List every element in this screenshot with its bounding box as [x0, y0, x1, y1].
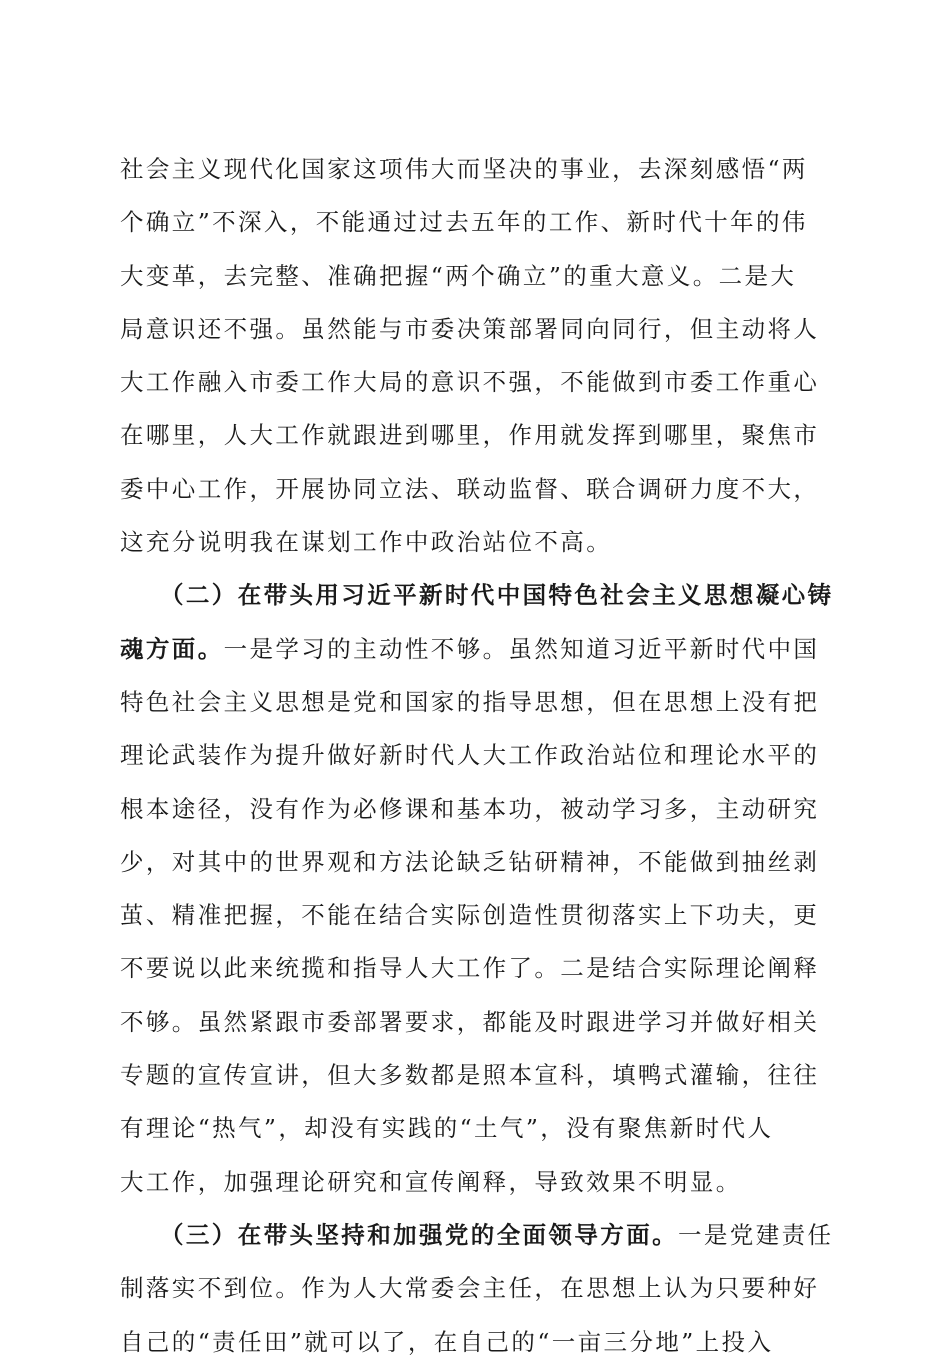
- body-line: 社会主义现代化国家这项伟大而坚决的事业，去深刻感悟“两: [120, 155, 808, 183]
- body-line: 专题的宣传宣讲，但大多数都是照本宣科，填鸭式灌输，往往: [120, 1061, 820, 1090]
- body-line: 有理论“热气”，却没有实践的“土气”，没有聚焦新时代人: [120, 1114, 774, 1143]
- body-line: 特色社会主义思想是党和国家的指导思想，但在思想上没有把: [120, 687, 820, 716]
- body-line: 大工作融入市委工作大局的意识不强，不能做到市委工作重心: [120, 368, 820, 397]
- body-line: 这充分说明我在谋划工作中政治站位不高。: [120, 528, 613, 557]
- body-line: 茧、精准把握，不能在结合实际创造性贯彻落实上下功夫，更: [120, 901, 820, 930]
- body-line: 自己的“责任田”就可以了，在自己的“一亩三分地”上投入: [120, 1327, 774, 1356]
- body-line: 理论武装作为提升做好新时代人大工作政治站位和理论水平的: [120, 741, 820, 770]
- body-line: 委中心工作，开展协同立法、联动监督、联合调研力度不大，: [120, 474, 820, 503]
- body-line: 大工作，加强理论研究和宣传阐释，导致效果不明显。: [120, 1167, 742, 1196]
- body-line: 不够。虽然紧跟市委部署要求，都能及时跟进学习并做好相关: [120, 1007, 820, 1036]
- body-line: 大变革，去完整、准确把握“两个确立”的重大意义。二是大: [120, 261, 797, 290]
- section-heading-3: （三）在带头坚持和加强党的全面领导方面。: [160, 1220, 678, 1249]
- section-heading-2-tail: 魂方面。: [120, 634, 224, 663]
- section-heading-2: （二）在带头用习近平新时代中国特色社会主义思想凝心铸: [160, 581, 834, 610]
- body-line: 制落实不到位。作为人大常委会主任，在思想上认为只要种好: [120, 1274, 820, 1303]
- section-heading-3-line: [120, 1209, 834, 1262]
- body-line: 不要说以此来统揽和指导人大工作了。二是结合实际理论阐释: [120, 954, 820, 983]
- document-body: [120, 143, 834, 1369]
- body-line: 根本途径，没有作为必修课和基本功，被动学习多，主动研究: [120, 794, 820, 823]
- body-text: 一是党建责任: [678, 1220, 834, 1249]
- body-line: 局意识还不强。虽然能与市委决策部署同向同行，但主动将人: [120, 314, 820, 343]
- body-line: 少，对其中的世界观和方法论缺乏钻研精神，不能做到抽丝剥: [120, 847, 820, 876]
- section-heading-2-continued: [120, 623, 825, 676]
- body-line: 个确立”不深入，不能通过过去五年的工作、新时代十年的伟: [120, 208, 808, 237]
- body-text: 一是学习的主动性不够。虽然知道习近平新时代中国: [223, 634, 820, 663]
- body-line: 在哪里，人大工作就跟进到哪里，作用就发挥到哪里，聚焦市: [120, 421, 820, 450]
